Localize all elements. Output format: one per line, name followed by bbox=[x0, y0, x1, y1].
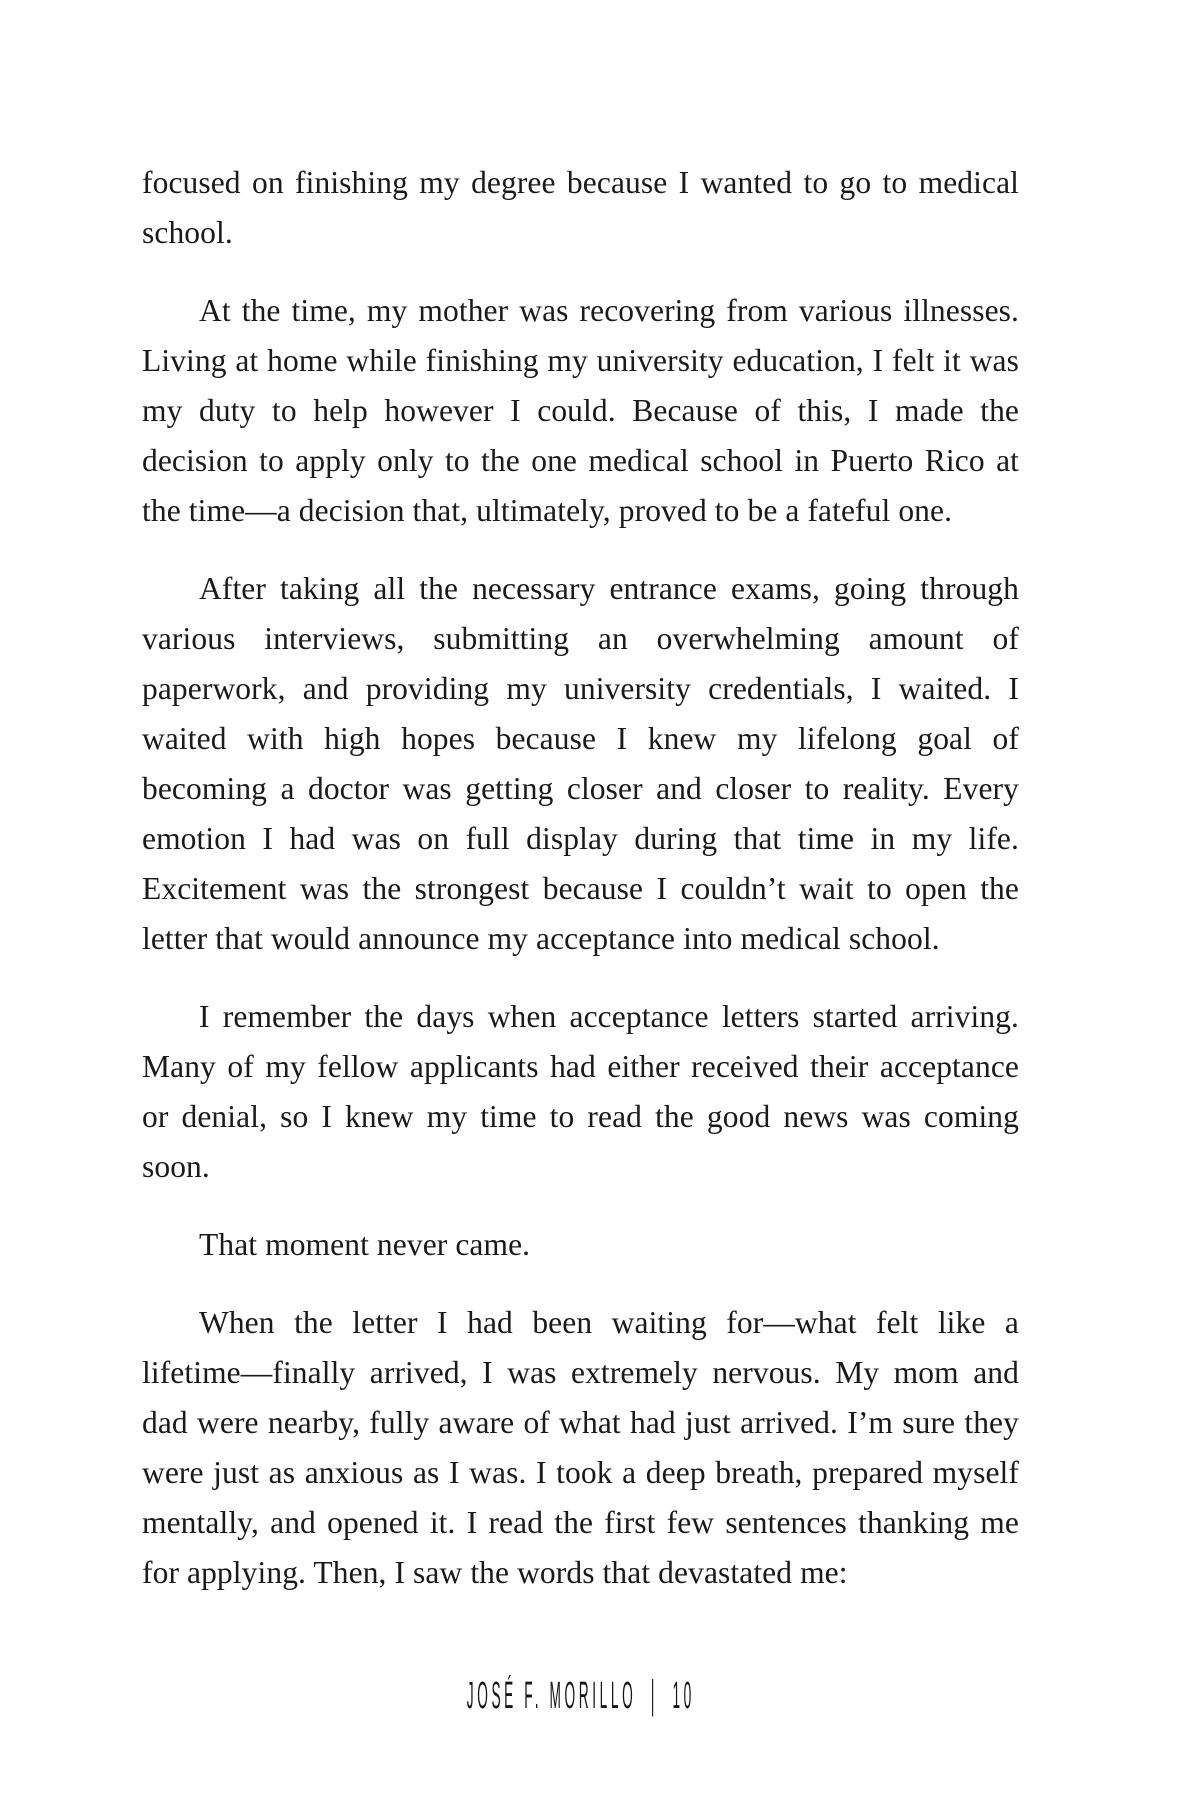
text-line: After taking all the necessary entrance exams, going through bbox=[199, 571, 1019, 606]
text-line: school. bbox=[142, 215, 233, 250]
text-line: mentally, and opened it. I read the first few sentences thanking me bbox=[142, 1505, 1019, 1540]
page-body bbox=[142, 158, 1019, 1598]
text-line: dad were nearby, fully aware of what had just arrived. I’m sure they bbox=[142, 1405, 1019, 1440]
text-line: or denial, so I knew my time to read the good news was coming bbox=[142, 1099, 1019, 1134]
text-line: Excitement was the strongest because I couldn’t wait to open the bbox=[142, 871, 1019, 906]
text-line: lifetime—finally arrived, I was extremely nervous. My mom and bbox=[142, 1355, 1019, 1390]
footer-author: JOSÉ F. MORILLO bbox=[466, 1675, 636, 1717]
text-line: focused on finishing my degree because I wanted to go to medical bbox=[142, 165, 1019, 200]
text-line: my duty to help however I could. Because of this, I made the bbox=[142, 393, 1019, 428]
paragraph bbox=[142, 286, 1019, 536]
footer-text bbox=[466, 1673, 695, 1717]
text-line: soon. bbox=[142, 1149, 210, 1184]
paragraph bbox=[142, 158, 1019, 258]
text-line: I remember the days when acceptance letters started arriving. bbox=[199, 999, 1019, 1034]
text-line: becoming a doctor was getting closer and closer to reality. Every bbox=[142, 771, 1019, 806]
page-footer bbox=[142, 1673, 1019, 1720]
text-line: When the letter I had been waiting for—what felt like a bbox=[199, 1305, 1019, 1340]
text-line: for applying. Then, I saw the words that devastated me: bbox=[142, 1555, 848, 1590]
text-line: Many of my fellow applicants had either received their acceptance bbox=[142, 1049, 1019, 1084]
paragraph bbox=[142, 1220, 1019, 1270]
text-line: the time—a decision that, ultimately, proved to be a fateful one. bbox=[142, 493, 953, 528]
text-line: waited with high hopes because I knew my lifelong goal of bbox=[142, 721, 1019, 756]
text-line: decision to apply only to the one medical school in Puerto Rico at bbox=[142, 443, 1019, 478]
text-line: emotion I had was on full display during that time in my life. bbox=[142, 821, 1019, 856]
footer-page-number: 10 bbox=[672, 1675, 695, 1717]
text-line: That moment never came. bbox=[199, 1227, 531, 1262]
text-line: letter that would announce my acceptance into medical school. bbox=[142, 921, 940, 956]
text-line: paperwork, and providing my university credentials, I waited. I bbox=[142, 671, 1019, 706]
text-line: Living at home while finishing my university education, I felt it was bbox=[142, 343, 1019, 378]
text-line: At the time, my mother was recovering from various illnesses. bbox=[199, 293, 1019, 328]
paragraph bbox=[142, 1298, 1019, 1598]
paragraph bbox=[142, 992, 1019, 1192]
text-line: were just as anxious as I was. I took a deep breath, prepared myself bbox=[142, 1455, 1019, 1490]
footer-separator: | bbox=[650, 1673, 658, 1717]
paragraph bbox=[142, 564, 1019, 964]
text-line: various interviews, submitting an overwhelming amount of bbox=[142, 621, 1019, 656]
